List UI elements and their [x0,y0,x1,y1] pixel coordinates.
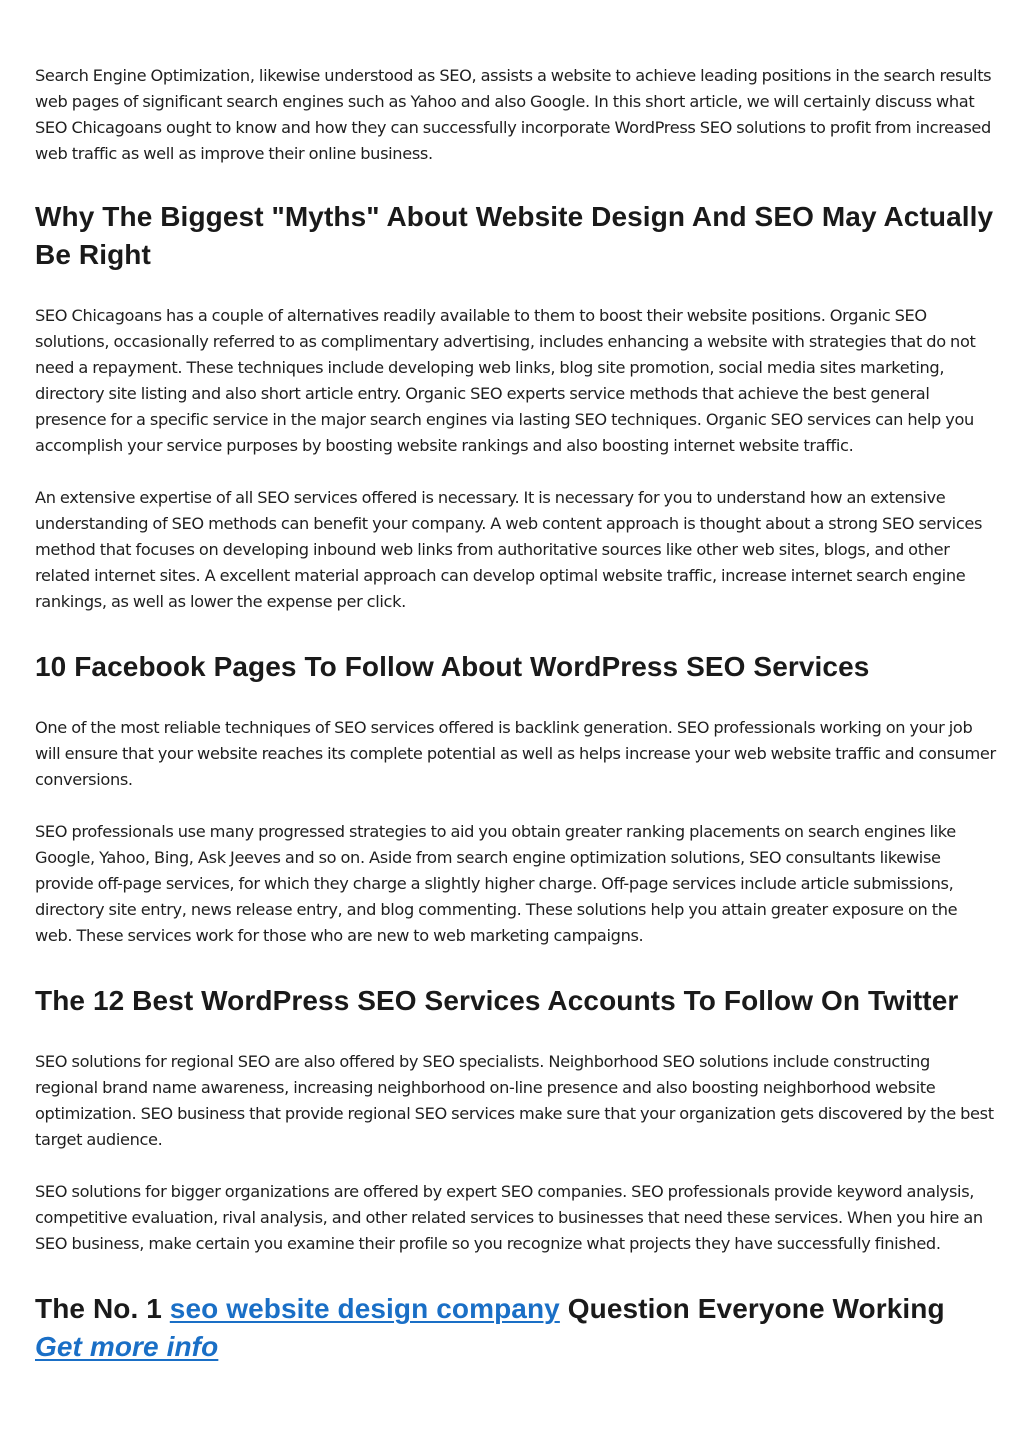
final-heading-prefix: The No. 1 [35,1293,170,1324]
section-heading-facebook-pages: 10 Facebook Pages To Follow About WordPress SEO Services [35,651,870,682]
paragraph: One of the most reliable techniques of SEO services offered is backlink generation. SEO professionals working on your job will ensure that your website reaches its complete potential as well as helps increase your web website traffic and consumer conversions. [35,718,996,789]
paragraph: SEO solutions for regional SEO are also offered by SEO specialists. Neighborhood SEO solutions include constructing regional brand name awareness, increasing neighborhood on-line presence and also boosting neighborhood website optimization. SEO business that provide regional SEO services make sure that your organization gets discovered by the best target audience. [35,1052,994,1149]
paragraph: SEO professionals use many progressed strategies to aid you obtain greater ranking placements on search engines like Google, Yahoo, Bing, Ask Jeeves and so on. Aside from search engine optimization solutions, SEO consultants likewise provide off-page services, for which they charge a slightly higher charge. Off-page services include article submissions, directory site entry, news release entry, and blog commenting. These solutions help you attain greater exposure on the web. These services work for those who are new to web marketing campaigns. [35,822,958,945]
final-heading-middle: Question Everyone Working [559,1293,945,1324]
paragraph: An extensive expertise of all SEO services offered is necessary. It is necessary for you to understand how an extensive understanding of SEO methods can benefit your company. A web content approach is thought about a strong SEO services method that focuses on developing inbound web links from authoritative sources like other web sites, blogs, and other related internet sites. A excellent material approach can develop optimal website traffic, increase internet search engine rankings, as well as lower the expense per click. [35,488,983,611]
paragraph: SEO Chicagoans has a couple of alternatives readily available to them to boost their website positions. Organic SEO solutions, occasionally referred to as complimentary advertising, includes enhancing a website with strategies that do not need a repayment. These techniques include developing web links, blog site promotion, social media sites marketing, directory site listing and also short article entry. Organic SEO experts service methods that achieve the best general presence for a specific service in the major search engines via lasting SEO techniques. Organic SEO services can help you accomplish your service purposes by boosting website rankings and also boosting internet website traffic. [35,306,976,455]
paragraph: SEO solutions for bigger organizations are offered by expert SEO companies. SEO professionals provide keyword analysis, competitive evaluation, rival analysis, and other related services to businesses that need these services. When you hire an SEO business, make certain you examine their profile so you recognize what projects they have successfully finished. [35,1182,983,1253]
intro-paragraph: Search Engine Optimization, likewise understood as SEO, assists a website to achieve leading positions in the search results web pages of significant search engines such as Yahoo and also Google. In this short article, we will certainly discuss what SEO Chicagoans ought to know and how they can successfully incorporate WordPress SEO solutions to profit from increased web traffic as well as improve their online business. [35,66,992,163]
section-heading-myths: Why The Biggest "Myths" About Website Design And SEO May Actually Be Right [35,201,994,270]
section-heading-twitter-accounts: The 12 Best WordPress SEO Services Accounts To Follow On Twitter [35,985,959,1016]
get-more-info-link[interactable]: Get more info [35,1331,219,1362]
seo-website-design-company-link[interactable]: seo website design company [169,1293,560,1324]
article [35,63,997,1366]
final-heading [35,1290,997,1366]
